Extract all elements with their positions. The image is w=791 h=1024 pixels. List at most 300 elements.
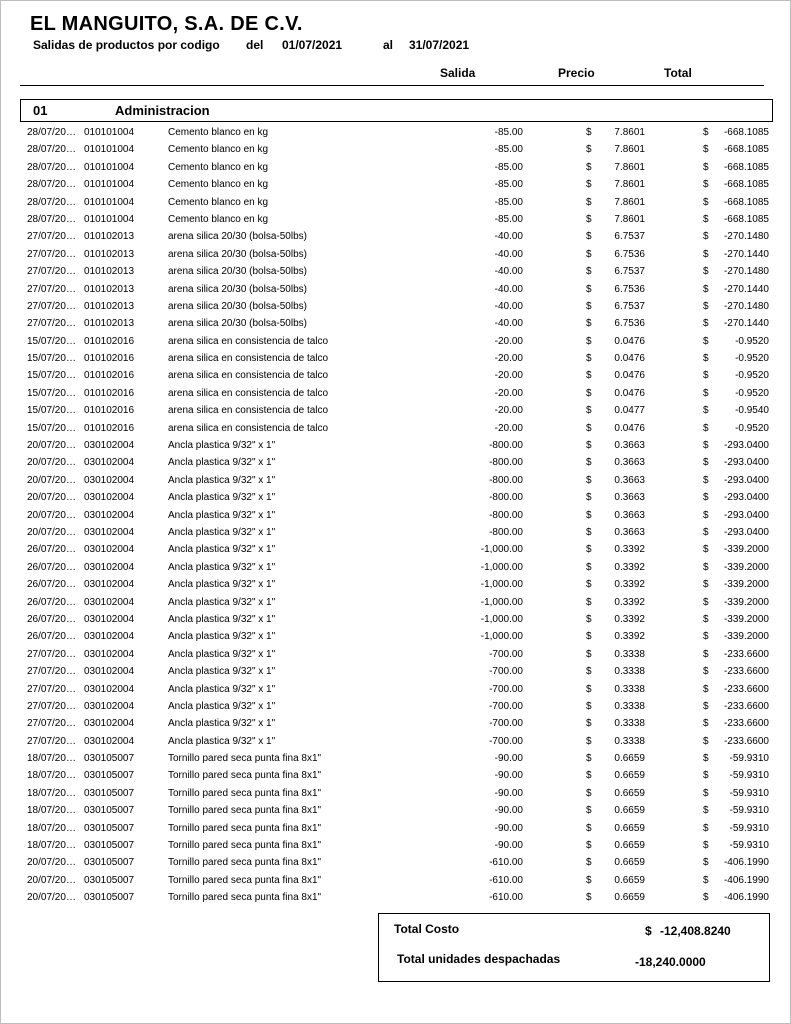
row-salida: -800.00 — [489, 457, 523, 469]
table-row — [0, 786, 791, 803]
report-rows — [0, 125, 791, 908]
row-total: -59.9310 — [729, 805, 769, 817]
row-date: 15/07/2021 — [27, 353, 77, 365]
row-code: 010102016 — [84, 353, 135, 365]
row-total-currency: $ — [703, 405, 709, 417]
row-price-currency: $ — [586, 266, 592, 278]
row-total: -233.6600 — [723, 718, 769, 730]
row-price-currency: $ — [586, 787, 592, 799]
row-code: 030102004 — [84, 666, 135, 678]
row-salida: -90.00 — [494, 787, 523, 799]
table-row — [0, 525, 791, 542]
row-total-currency: $ — [703, 822, 709, 834]
row-precio: 6.7537 — [614, 266, 645, 278]
row-date: 18/07/2021 — [27, 805, 77, 817]
table-row — [0, 334, 791, 351]
row-total-currency: $ — [703, 335, 709, 347]
row-price-currency: $ — [586, 387, 592, 399]
row-precio: 6.7536 — [614, 318, 645, 330]
row-price-currency: $ — [586, 840, 592, 852]
row-total-currency: $ — [703, 735, 709, 747]
row-date: 28/07/2021 — [27, 127, 77, 138]
table-row — [0, 421, 791, 438]
row-code: 010102013 — [84, 266, 135, 278]
row-description: Ancla plastica 9/32" x 1" — [168, 613, 276, 625]
row-precio: 0.6659 — [614, 805, 645, 817]
row-precio: 0.3338 — [614, 735, 645, 747]
row-total-currency: $ — [703, 544, 709, 556]
row-total-currency: $ — [703, 805, 709, 817]
table-row — [0, 264, 791, 281]
row-code: 030102004 — [84, 526, 135, 538]
date-to: 31/07/2021 — [409, 38, 470, 52]
row-code: 030102004 — [84, 648, 135, 660]
row-description: Ancla plastica 9/32" x 1" — [168, 579, 276, 591]
row-total-currency: $ — [703, 196, 709, 208]
row-code: 030105007 — [84, 892, 135, 904]
row-price-currency: $ — [586, 127, 592, 138]
row-total-currency: $ — [703, 857, 709, 869]
row-salida: -1,000.00 — [480, 596, 523, 608]
row-precio: 7.8601 — [614, 179, 645, 191]
row-salida: -610.00 — [489, 892, 523, 904]
table-row — [0, 821, 791, 838]
row-description: Ancla plastica 9/32" x 1" — [168, 596, 276, 608]
row-description: arena silica 20/30 (bolsa-50lbs) — [168, 266, 307, 278]
row-description: Ancla plastica 9/32" x 1" — [168, 440, 276, 452]
table-row — [0, 682, 791, 699]
row-precio: 0.0476 — [614, 335, 645, 347]
row-date: 20/07/2021 — [27, 857, 77, 869]
row-date: 20/07/2021 — [27, 492, 77, 504]
row-total-currency: $ — [703, 248, 709, 260]
row-description: Ancla plastica 9/32" x 1" — [168, 544, 276, 556]
table-row — [0, 855, 791, 872]
row-code: 030102004 — [84, 544, 135, 556]
row-total: -339.2000 — [723, 613, 769, 625]
row-precio: 0.6659 — [614, 857, 645, 869]
row-description: arena silica en consistencia de talco — [168, 405, 329, 417]
total-units-value: -18,240.0000 — [635, 955, 706, 969]
row-description: Ancla plastica 9/32" x 1" — [168, 631, 276, 643]
row-code: 030105007 — [84, 805, 135, 817]
row-description: Tornillo pared seca punta fina 8x1" — [168, 892, 322, 904]
row-precio: 0.3338 — [614, 700, 645, 712]
row-code: 030102004 — [84, 474, 135, 486]
row-date: 28/07/2021 — [27, 213, 77, 225]
row-date: 28/07/2021 — [27, 161, 77, 173]
row-total: -293.0400 — [723, 492, 769, 504]
row-code: 010102013 — [84, 283, 135, 295]
row-price-currency: $ — [586, 509, 592, 521]
row-date: 20/07/2021 — [27, 874, 77, 886]
row-description: Ancla plastica 9/32" x 1" — [168, 526, 276, 538]
row-total: -668.1085 — [723, 161, 769, 173]
row-price-currency: $ — [586, 526, 592, 538]
row-total: -0.9520 — [735, 422, 769, 434]
row-description: Cemento blanco en kg — [168, 144, 269, 156]
column-header-precio: Precio — [558, 66, 595, 80]
row-precio: 0.0477 — [614, 405, 645, 417]
totals-box — [378, 913, 770, 982]
row-salida: -85.00 — [494, 161, 523, 173]
table-row — [0, 316, 791, 333]
row-code: 010102013 — [84, 231, 135, 243]
row-description: arena silica 20/30 (bolsa-50lbs) — [168, 318, 307, 330]
row-price-currency: $ — [586, 579, 592, 591]
row-total: -293.0400 — [723, 526, 769, 538]
row-precio: 7.8601 — [614, 127, 645, 138]
row-salida: -1,000.00 — [480, 579, 523, 591]
row-total-currency: $ — [703, 144, 709, 156]
row-total-currency: $ — [703, 561, 709, 573]
row-total-currency: $ — [703, 127, 709, 138]
row-precio: 0.3338 — [614, 683, 645, 695]
row-total: -59.9310 — [729, 787, 769, 799]
row-total: -406.1990 — [723, 892, 769, 904]
row-description: Tornillo pared seca punta fina 8x1" — [168, 822, 322, 834]
row-total: -339.2000 — [723, 579, 769, 591]
row-description: arena silica 20/30 (bolsa-50lbs) — [168, 248, 307, 260]
row-code: 030102004 — [84, 561, 135, 573]
row-description: arena silica 20/30 (bolsa-50lbs) — [168, 300, 307, 312]
section-code: 01 — [33, 103, 48, 118]
row-total: -668.1085 — [723, 144, 769, 156]
row-description: Ancla plastica 9/32" x 1" — [168, 735, 276, 747]
row-price-currency: $ — [586, 822, 592, 834]
row-date: 20/07/2021 — [27, 892, 77, 904]
row-total-currency: $ — [703, 700, 709, 712]
row-price-currency: $ — [586, 474, 592, 486]
row-precio: 0.6659 — [614, 753, 645, 765]
table-row — [0, 125, 791, 142]
row-total-currency: $ — [703, 770, 709, 782]
row-total-currency: $ — [703, 666, 709, 678]
row-precio: 0.6659 — [614, 892, 645, 904]
row-precio: 0.3392 — [614, 561, 645, 573]
row-description: Cemento blanco en kg — [168, 213, 269, 225]
row-salida: -800.00 — [489, 492, 523, 504]
row-total: -59.9310 — [729, 840, 769, 852]
row-precio: 0.0476 — [614, 370, 645, 382]
row-total-currency: $ — [703, 300, 709, 312]
row-total-currency: $ — [703, 718, 709, 730]
row-salida: -40.00 — [494, 248, 523, 260]
row-total: -406.1990 — [723, 874, 769, 886]
row-salida: -40.00 — [494, 300, 523, 312]
row-price-currency: $ — [586, 718, 592, 730]
row-precio: 0.3338 — [614, 718, 645, 730]
row-total: -270.1480 — [723, 231, 769, 243]
table-row — [0, 438, 791, 455]
row-date: 18/07/2021 — [27, 753, 77, 765]
row-date: 18/07/2021 — [27, 787, 77, 799]
row-code: 010101004 — [84, 161, 135, 173]
row-price-currency: $ — [586, 196, 592, 208]
row-total-currency: $ — [703, 213, 709, 225]
table-row — [0, 177, 791, 194]
total-costo-value: -12,408.8240 — [660, 924, 731, 938]
row-salida: -90.00 — [494, 753, 523, 765]
row-total: -0.9520 — [735, 353, 769, 365]
table-row — [0, 560, 791, 577]
row-salida: -700.00 — [489, 683, 523, 695]
row-salida: -90.00 — [494, 840, 523, 852]
row-total: -406.1990 — [723, 857, 769, 869]
row-precio: 0.3392 — [614, 579, 645, 591]
row-code: 030102004 — [84, 683, 135, 695]
table-row — [0, 473, 791, 490]
row-price-currency: $ — [586, 144, 592, 156]
row-salida: -85.00 — [494, 179, 523, 191]
row-total-currency: $ — [703, 231, 709, 243]
row-precio: 0.0476 — [614, 422, 645, 434]
row-total-currency: $ — [703, 840, 709, 852]
table-row — [0, 195, 791, 212]
row-price-currency: $ — [586, 283, 592, 295]
row-salida: -610.00 — [489, 857, 523, 869]
row-precio: 0.3392 — [614, 631, 645, 643]
table-row — [0, 699, 791, 716]
row-total: -293.0400 — [723, 457, 769, 469]
row-description: Tornillo pared seca punta fina 8x1" — [168, 787, 322, 799]
row-precio: 0.3663 — [614, 492, 645, 504]
row-code: 030105007 — [84, 770, 135, 782]
table-row — [0, 508, 791, 525]
row-total-currency: $ — [703, 474, 709, 486]
row-precio: 0.3663 — [614, 474, 645, 486]
row-precio: 6.7536 — [614, 248, 645, 260]
table-row — [0, 873, 791, 890]
row-salida: -700.00 — [489, 718, 523, 730]
row-code: 030105007 — [84, 857, 135, 869]
row-date: 27/07/2021 — [27, 735, 77, 747]
row-code: 010102016 — [84, 422, 135, 434]
row-code: 030102004 — [84, 492, 135, 504]
company-name: EL MANGUITO, S.A. DE C.V. — [30, 13, 303, 35]
row-description: Tornillo pared seca punta fina 8x1" — [168, 874, 322, 886]
row-salida: -1,000.00 — [480, 561, 523, 573]
row-total-currency: $ — [703, 457, 709, 469]
row-code: 030102004 — [84, 457, 135, 469]
report-title: Salidas de productos por codigo — [33, 38, 220, 52]
row-code: 010102016 — [84, 370, 135, 382]
row-date: 15/07/2021 — [27, 387, 77, 399]
table-row — [0, 542, 791, 559]
row-price-currency: $ — [586, 561, 592, 573]
row-code: 030102004 — [84, 579, 135, 591]
row-description: arena silica en consistencia de talco — [168, 422, 329, 434]
row-date: 27/07/2021 — [27, 300, 77, 312]
row-code: 010102013 — [84, 318, 135, 330]
row-price-currency: $ — [586, 318, 592, 330]
row-total: -270.1440 — [723, 248, 769, 260]
row-description: Ancla plastica 9/32" x 1" — [168, 474, 276, 486]
row-salida: -85.00 — [494, 144, 523, 156]
row-precio: 0.3338 — [614, 666, 645, 678]
row-price-currency: $ — [586, 648, 592, 660]
row-salida: -85.00 — [494, 196, 523, 208]
row-total-currency: $ — [703, 579, 709, 591]
row-price-currency: $ — [586, 161, 592, 173]
row-salida: -800.00 — [489, 509, 523, 521]
row-total: -233.6600 — [723, 735, 769, 747]
row-salida: -700.00 — [489, 700, 523, 712]
table-row — [0, 595, 791, 612]
row-total: -270.1440 — [723, 318, 769, 330]
row-precio: 0.0476 — [614, 353, 645, 365]
row-salida: -1,000.00 — [480, 544, 523, 556]
row-precio: 0.3663 — [614, 526, 645, 538]
row-precio: 6.7536 — [614, 283, 645, 295]
row-price-currency: $ — [586, 857, 592, 869]
row-code: 030102004 — [84, 440, 135, 452]
row-code: 010102013 — [84, 300, 135, 312]
table-row — [0, 768, 791, 785]
row-code: 030102004 — [84, 700, 135, 712]
row-description: Tornillo pared seca punta fina 8x1" — [168, 770, 322, 782]
table-row — [0, 247, 791, 264]
row-code: 030105007 — [84, 874, 135, 886]
row-date: 20/07/2021 — [27, 440, 77, 452]
row-total-currency: $ — [703, 353, 709, 365]
row-salida: -20.00 — [494, 335, 523, 347]
row-code: 030102004 — [84, 613, 135, 625]
table-row — [0, 716, 791, 733]
column-header-salida: Salida — [440, 66, 476, 80]
row-description: Tornillo pared seca punta fina 8x1" — [168, 753, 322, 765]
table-row — [0, 403, 791, 420]
table-row — [0, 229, 791, 246]
row-precio: 7.8601 — [614, 196, 645, 208]
row-date: 26/07/2021 — [27, 544, 77, 556]
row-price-currency: $ — [586, 231, 592, 243]
table-row — [0, 612, 791, 629]
row-precio: 0.3663 — [614, 509, 645, 521]
row-total-currency: $ — [703, 387, 709, 399]
row-total-currency: $ — [703, 874, 709, 886]
column-header-total: Total — [664, 66, 692, 80]
row-code: 010102013 — [84, 248, 135, 260]
row-date: 27/07/2021 — [27, 266, 77, 278]
table-row — [0, 212, 791, 229]
row-total-currency: $ — [703, 179, 709, 191]
row-price-currency: $ — [586, 213, 592, 225]
row-salida: -700.00 — [489, 735, 523, 747]
row-salida: -800.00 — [489, 474, 523, 486]
row-code: 010102016 — [84, 335, 135, 347]
row-code: 010102016 — [84, 387, 135, 399]
total-costo-currency: $ — [645, 924, 652, 938]
total-units-label: Total unidades despachadas — [397, 952, 561, 966]
row-salida: -90.00 — [494, 822, 523, 834]
row-precio: 7.8601 — [614, 144, 645, 156]
table-row — [0, 734, 791, 751]
row-total: -0.9520 — [735, 370, 769, 382]
row-code: 010101004 — [84, 179, 135, 191]
row-description: arena silica en consistencia de talco — [168, 353, 329, 365]
row-total: -233.6600 — [723, 683, 769, 695]
row-description: Ancla plastica 9/32" x 1" — [168, 718, 276, 730]
row-total-currency: $ — [703, 492, 709, 504]
row-total: -293.0400 — [723, 440, 769, 452]
row-date: 28/07/2021 — [27, 144, 77, 156]
row-total: -0.9520 — [735, 335, 769, 347]
table-row — [0, 577, 791, 594]
row-code: 010102016 — [84, 405, 135, 417]
row-description: Cemento blanco en kg — [168, 161, 269, 173]
row-precio: 7.8601 — [614, 213, 645, 225]
row-total: -0.9520 — [735, 387, 769, 399]
table-row — [0, 629, 791, 646]
row-description: Ancla plastica 9/32" x 1" — [168, 648, 276, 660]
row-price-currency: $ — [586, 892, 592, 904]
row-code: 030105007 — [84, 822, 135, 834]
row-total: -339.2000 — [723, 544, 769, 556]
table-row — [0, 490, 791, 507]
row-price-currency: $ — [586, 735, 592, 747]
row-total: -668.1085 — [723, 213, 769, 225]
row-price-currency: $ — [586, 666, 592, 678]
row-total: -0.9540 — [735, 405, 769, 417]
row-code: 030105007 — [84, 840, 135, 852]
row-salida: -85.00 — [494, 127, 523, 138]
row-description: Ancla plastica 9/32" x 1" — [168, 561, 276, 573]
row-salida: -20.00 — [494, 422, 523, 434]
row-code: 030102004 — [84, 509, 135, 521]
row-salida: -610.00 — [489, 874, 523, 886]
row-date: 27/07/2021 — [27, 700, 77, 712]
row-description: Ancla plastica 9/32" x 1" — [168, 509, 276, 521]
row-description: Tornillo pared seca punta fina 8x1" — [168, 857, 322, 869]
table-row — [0, 890, 791, 907]
row-salida: -40.00 — [494, 283, 523, 295]
row-date: 28/07/2021 — [27, 196, 77, 208]
row-total: -59.9310 — [729, 753, 769, 765]
row-total-currency: $ — [703, 753, 709, 765]
row-total: -668.1085 — [723, 196, 769, 208]
row-total-currency: $ — [703, 161, 709, 173]
row-salida: -40.00 — [494, 266, 523, 278]
row-precio: 6.7537 — [614, 231, 645, 243]
total-costo-label: Total Costo — [394, 922, 460, 936]
row-code: 030102004 — [84, 631, 135, 643]
row-total: -59.9310 — [729, 770, 769, 782]
row-price-currency: $ — [586, 405, 592, 417]
row-price-currency: $ — [586, 492, 592, 504]
row-total: -270.1480 — [723, 300, 769, 312]
row-description: Cemento blanco en kg — [168, 196, 269, 208]
row-total-currency: $ — [703, 596, 709, 608]
row-price-currency: $ — [586, 370, 592, 382]
row-description: arena silica 20/30 (bolsa-50lbs) — [168, 231, 307, 243]
row-precio: 0.3392 — [614, 544, 645, 556]
row-date: 26/07/2021 — [27, 579, 77, 591]
row-precio: 0.3663 — [614, 440, 645, 452]
del-label: del — [246, 38, 264, 52]
row-date: 26/07/2021 — [27, 613, 77, 625]
row-salida: -40.00 — [494, 231, 523, 243]
row-precio: 0.3338 — [614, 648, 645, 660]
row-salida: -1,000.00 — [480, 631, 523, 643]
row-salida: -20.00 — [494, 405, 523, 417]
row-total: -293.0400 — [723, 509, 769, 521]
row-total-currency: $ — [703, 422, 709, 434]
row-date: 27/07/2021 — [27, 718, 77, 730]
table-row — [0, 282, 791, 299]
row-total-currency: $ — [703, 648, 709, 660]
row-total: -293.0400 — [723, 474, 769, 486]
